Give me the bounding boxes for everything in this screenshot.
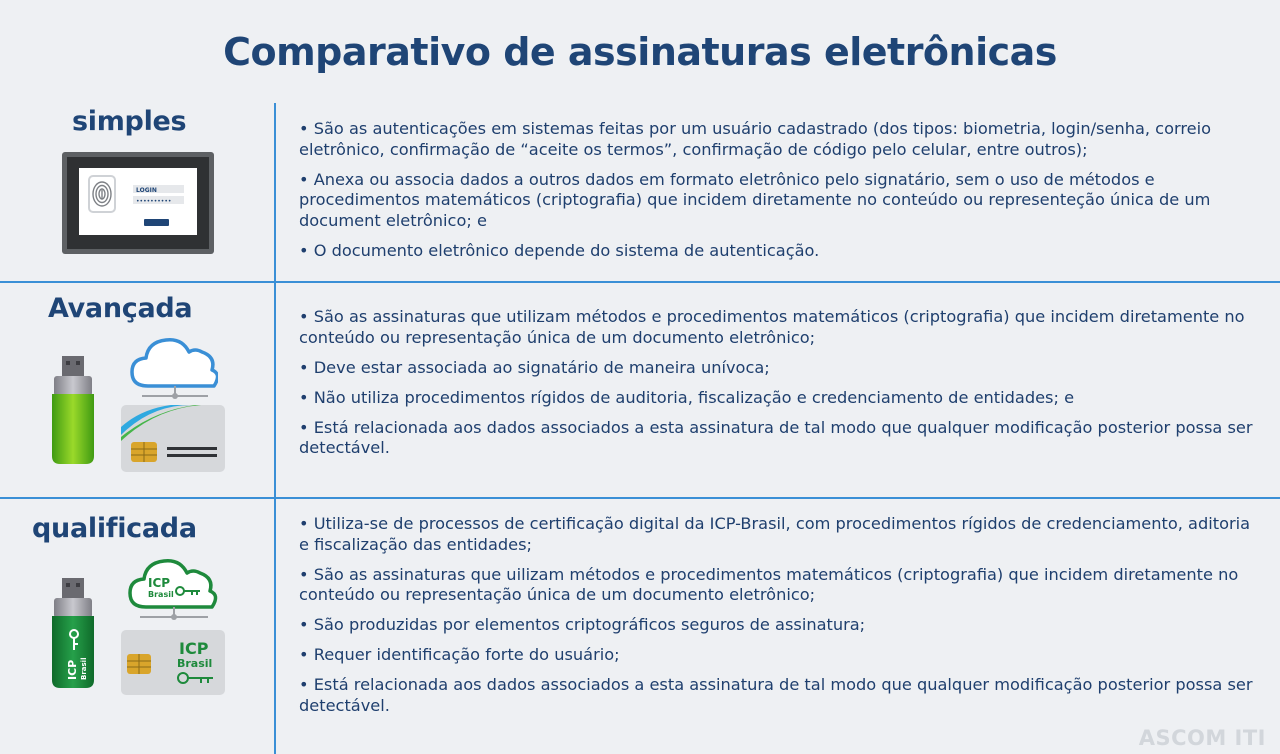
column-divider — [274, 103, 276, 754]
usb-token-icon — [48, 352, 98, 466]
list-item: • São as assinaturas que utilizam métodos e procedimentos matemáticos (criptografia) que incidem diretamente no conteúdo ou representação única de um documento eletrônico; — [299, 307, 1264, 348]
watermark: ASCOM ITI — [1138, 726, 1266, 750]
row-divider-2 — [0, 497, 1280, 499]
list-item: • Anexa ou associa dados a outros dados em formato eletrônico pelo signatário, sem o uso de métodos e procedimentos matemáticos (criptografia) que incidem diretamente no conteúdo ou representeção única de um document eletrônico; e — [299, 170, 1264, 232]
list-item: • Deve estar associada ao signatário de maneira unívoca; — [299, 358, 1264, 379]
list-item: • Está relacionada aos dados associados a esta assinatura de tal modo que qualquer modificação posterior possa ser detectável. — [299, 675, 1264, 716]
login-tablet-icon — [62, 152, 214, 254]
bullet-list-avancada — [299, 307, 1264, 468]
bullet-list-qualificada — [299, 514, 1264, 726]
cloud-brasil-text: Brasil — [148, 590, 174, 599]
row-divider-1 — [0, 281, 1280, 283]
card-icp-text: ICP — [179, 639, 209, 658]
section-label-simples: simples — [72, 106, 187, 137]
page-title: Comparativo de assinaturas eletrônicas — [223, 30, 1057, 74]
cloud-icp-text: ICP — [148, 576, 171, 590]
list-item: • Utiliza-se de processos de certificação digital da ICP-Brasil, com procedimentos rígidos de credenciamento, aditoria e fiscalização das entidades; — [299, 514, 1264, 555]
cloud-icon — [128, 334, 218, 404]
usb-brasil-text: Brasil — [80, 657, 88, 680]
section-label-avancada: Avançada — [48, 293, 193, 324]
login-text: LOGIN — [136, 187, 157, 194]
icp-usb-token-icon — [48, 574, 98, 690]
list-item: • São produzidas por elementos criptográficos seguros de assinatura; — [299, 615, 1264, 636]
password-mask: •••••••••• — [136, 198, 172, 205]
list-item: • São as autenticações em sistemas feitas por um usuário cadastrado (dos tipos: biometria, login/senha, correio eletrônico, confirmação de “aceite os termos”, confirmação de código pelo celular, entre outros); — [299, 119, 1264, 160]
list-item: • Requer identificação forte do usuário; — [299, 645, 1264, 666]
usb-icp-text: ICP — [66, 659, 79, 680]
list-item: • São as assinaturas que uilizam métodos e procedimentos matemáticos (criptografia) que incidem diretamente no conteúdo ou representação única de um documento eletrônico; — [299, 565, 1264, 606]
section-label-qualificada: qualificada — [32, 513, 197, 544]
icp-smart-card-icon — [121, 630, 225, 695]
smart-card-icon — [121, 405, 225, 472]
bullet-list-simples — [299, 119, 1264, 271]
icp-cloud-icon — [126, 555, 218, 625]
list-item: • O documento eletrônico depende do sistema de autenticação. — [299, 241, 1264, 262]
card-brasil-text: Brasil — [177, 657, 213, 670]
list-item: • Está relacionada aos dados associados a esta assinatura de tal modo que qualquer modificação posterior possa ser detectável. — [299, 418, 1264, 459]
list-item: • Não utiliza procedimentos rígidos de auditoria, fiscalização e credenciamento de entidades; e — [299, 388, 1264, 409]
